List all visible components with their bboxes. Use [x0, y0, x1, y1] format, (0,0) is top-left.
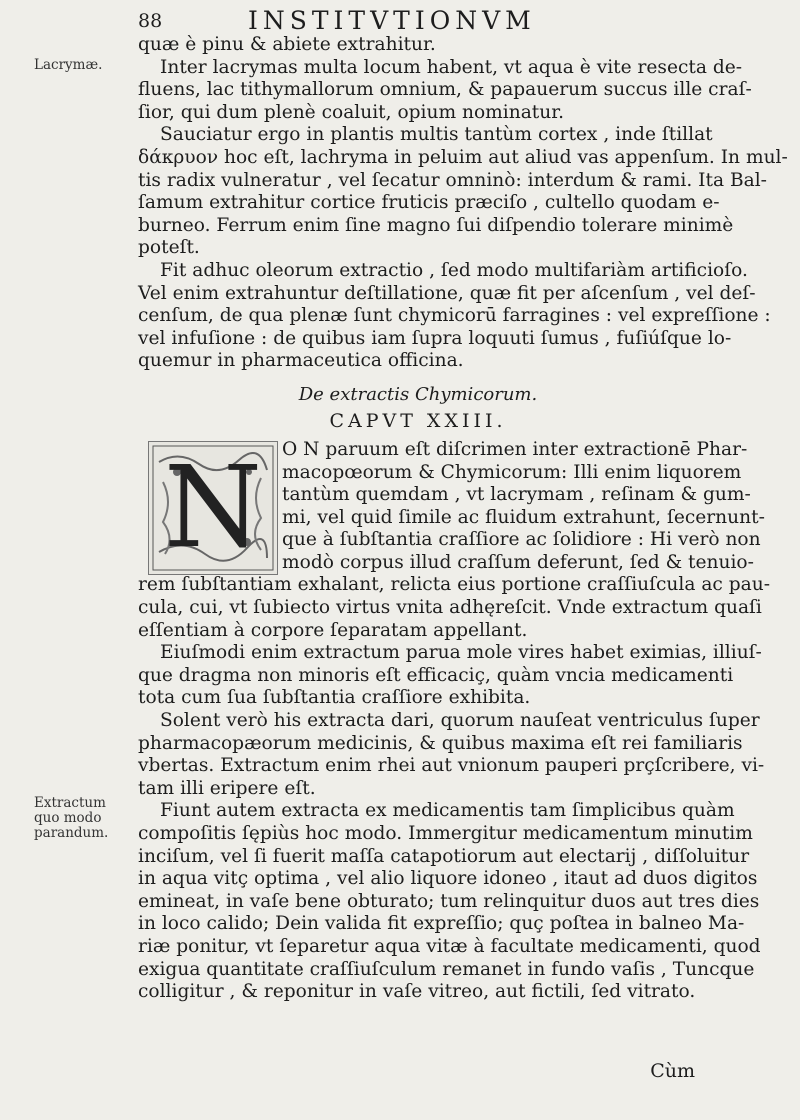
text-line: rem ſubſtantiam exhalant, relicta eius portione craſſiuſcula ac pau- [138, 574, 770, 596]
text-line: tantùm quemdam , vt lacrymam , reſinam & gum- [282, 484, 751, 506]
text-line: exigua quantitate craſſiuſculum remanet in fundo vaſis , Tuncque [138, 958, 755, 980]
margin-note-line: parandum. [34, 825, 109, 841]
text-line: in aqua vitç optima , vel alio liquore idoneo , itaut ad duos digitos [138, 868, 758, 890]
text-line: que dragma non minoris eſt efficaciç, quàm vncia medicamenti [138, 664, 734, 686]
text-line: Vel enim extrahuntur deſtillatione, quæ fit per aſcenſum , vel deſ- [138, 282, 756, 304]
text-line: que à ſubſtantia craſſiore ac ſolidiore : Hi verò non [282, 529, 761, 551]
text-line: vel infuſione : de quibus iam ſupra loquuti ſumus , fuſiúſque lo- [138, 327, 732, 349]
section-title: De extractis Chymicorum. [298, 383, 538, 405]
text-line: O N paruum eſt diſcrimen inter extractionē Phar- [282, 438, 748, 460]
body-text [138, 34, 788, 1004]
text-line: Fit adhuc oleorum extractio , ſed modo multifariàm artificioſo. [160, 259, 748, 281]
text-line: fluens, lac tithymallorum omnium, & papauerum succus ille craſ- [138, 79, 752, 101]
text-line: quæ è pinu & abiete extrahitur. [138, 34, 436, 55]
page-header [138, 6, 698, 36]
text-line: macopœorum & Chymicorum: Illi enim liquorem [282, 461, 742, 483]
text-line: emineat, in vaſe bene obturato; tum relinquitur duos aut tres dies [138, 890, 760, 912]
page-number: 88 [138, 10, 163, 32]
text-line: Eiuſmodi enim extractum parua mole vires habet eximias, illiuſ- [160, 642, 762, 664]
text-line: cula, cui, vt ſubiecto virtus vnita adhęreſcit. Vnde extractum quaſi [138, 597, 762, 619]
text-line: δάκρυον hoc eſt, lachryma in peluim aut aliud vas appenſum. In mul- [138, 146, 788, 168]
text-line: quemur in pharmaceutica officina. [138, 350, 464, 372]
text-line: ſamum extrahitur cortice fruticis præciſo , cultello quodam e- [138, 192, 720, 214]
margin-note-extractum [34, 796, 108, 841]
text-line: Solent verò his extracta dari, quorum nauſeat ventriculus ſuper [160, 710, 760, 732]
text-line: tota cum ſua ſubſtantia craſſiore exhibita. [138, 687, 531, 709]
text-line: compoſitis ſępiùs hoc modo. Immergitur medicamentum minutim [138, 823, 753, 844]
decorated-initial [148, 441, 278, 575]
text-line: ſior, qui dum plenè coaluit, opium nominatur. [138, 101, 565, 123]
text-line: Sauciatur ergo in plantis multis tantùm cortex , inde ſtillat [160, 124, 713, 146]
text-line: inciſum, vel ſi fuerit maſſa catapotiorum aut electarij , diſſoluitur [138, 845, 750, 867]
text-line: tis radix vulneratur , vel ſecatur omninò: interdum & rami. Ita Bal- [138, 169, 767, 191]
margin-note-line: Extractum [34, 795, 106, 811]
dropcap-letter: N [164, 442, 262, 573]
text-line: Fiunt autem extracta ex medicamentis tam ſimplicibus quàm [160, 800, 735, 822]
margin-note-lacrymae [34, 58, 102, 73]
catchword: Cùm [650, 1060, 695, 1082]
text-line: eſſentiam à corpore ſeparatam appellant. [138, 619, 528, 641]
text-line: mi, vel quid ſimile ac fluidum extrahunt, ſecernunt- [282, 506, 765, 528]
text-line: in loco calido; Dein valida fit expreſſio; quç poſtea in balneo Ma- [138, 913, 745, 935]
text-line: colligitur , & reponitur in vaſe vitreo, aut fictili, ſed vitrato. [138, 981, 696, 1003]
text-line: cenſum, de qua plenæ ſunt chymicorū farragines : vel expreſſione : [138, 305, 771, 327]
chapter-heading: CAPVT XXIII. [329, 409, 507, 432]
dropcap-block [138, 438, 765, 575]
running-head: INSTITVTIONVM [248, 6, 536, 35]
text-line: tam illi eripere eſt. [138, 777, 316, 799]
text-line: Inter lacrymas multa locum habent, vt aqua è vite resecta de- [160, 56, 743, 78]
margin-note-line: Lacrymæ. [34, 57, 103, 73]
text-line: riæ ponitur, vt ſeparetur aqua vitæ à facultate medicamenti, quod [138, 935, 761, 957]
text-line: poteſt. [138, 237, 200, 259]
text-line: pharmacopæorum medicinis, & quibus maxima eſt rei familiaris [138, 732, 743, 754]
margin-note-line: quo modo [34, 810, 102, 826]
text-line: vbertas. Extractum enim rhei aut vnionum pauperi prçſcribere, vi- [138, 755, 765, 777]
text-line: modò corpus illud craſſum deferunt, ſed & tenuio- [282, 551, 754, 573]
text-line: burneo. Ferrum enim ſine magno ſui diſpendio tolerare minimè [138, 214, 734, 236]
